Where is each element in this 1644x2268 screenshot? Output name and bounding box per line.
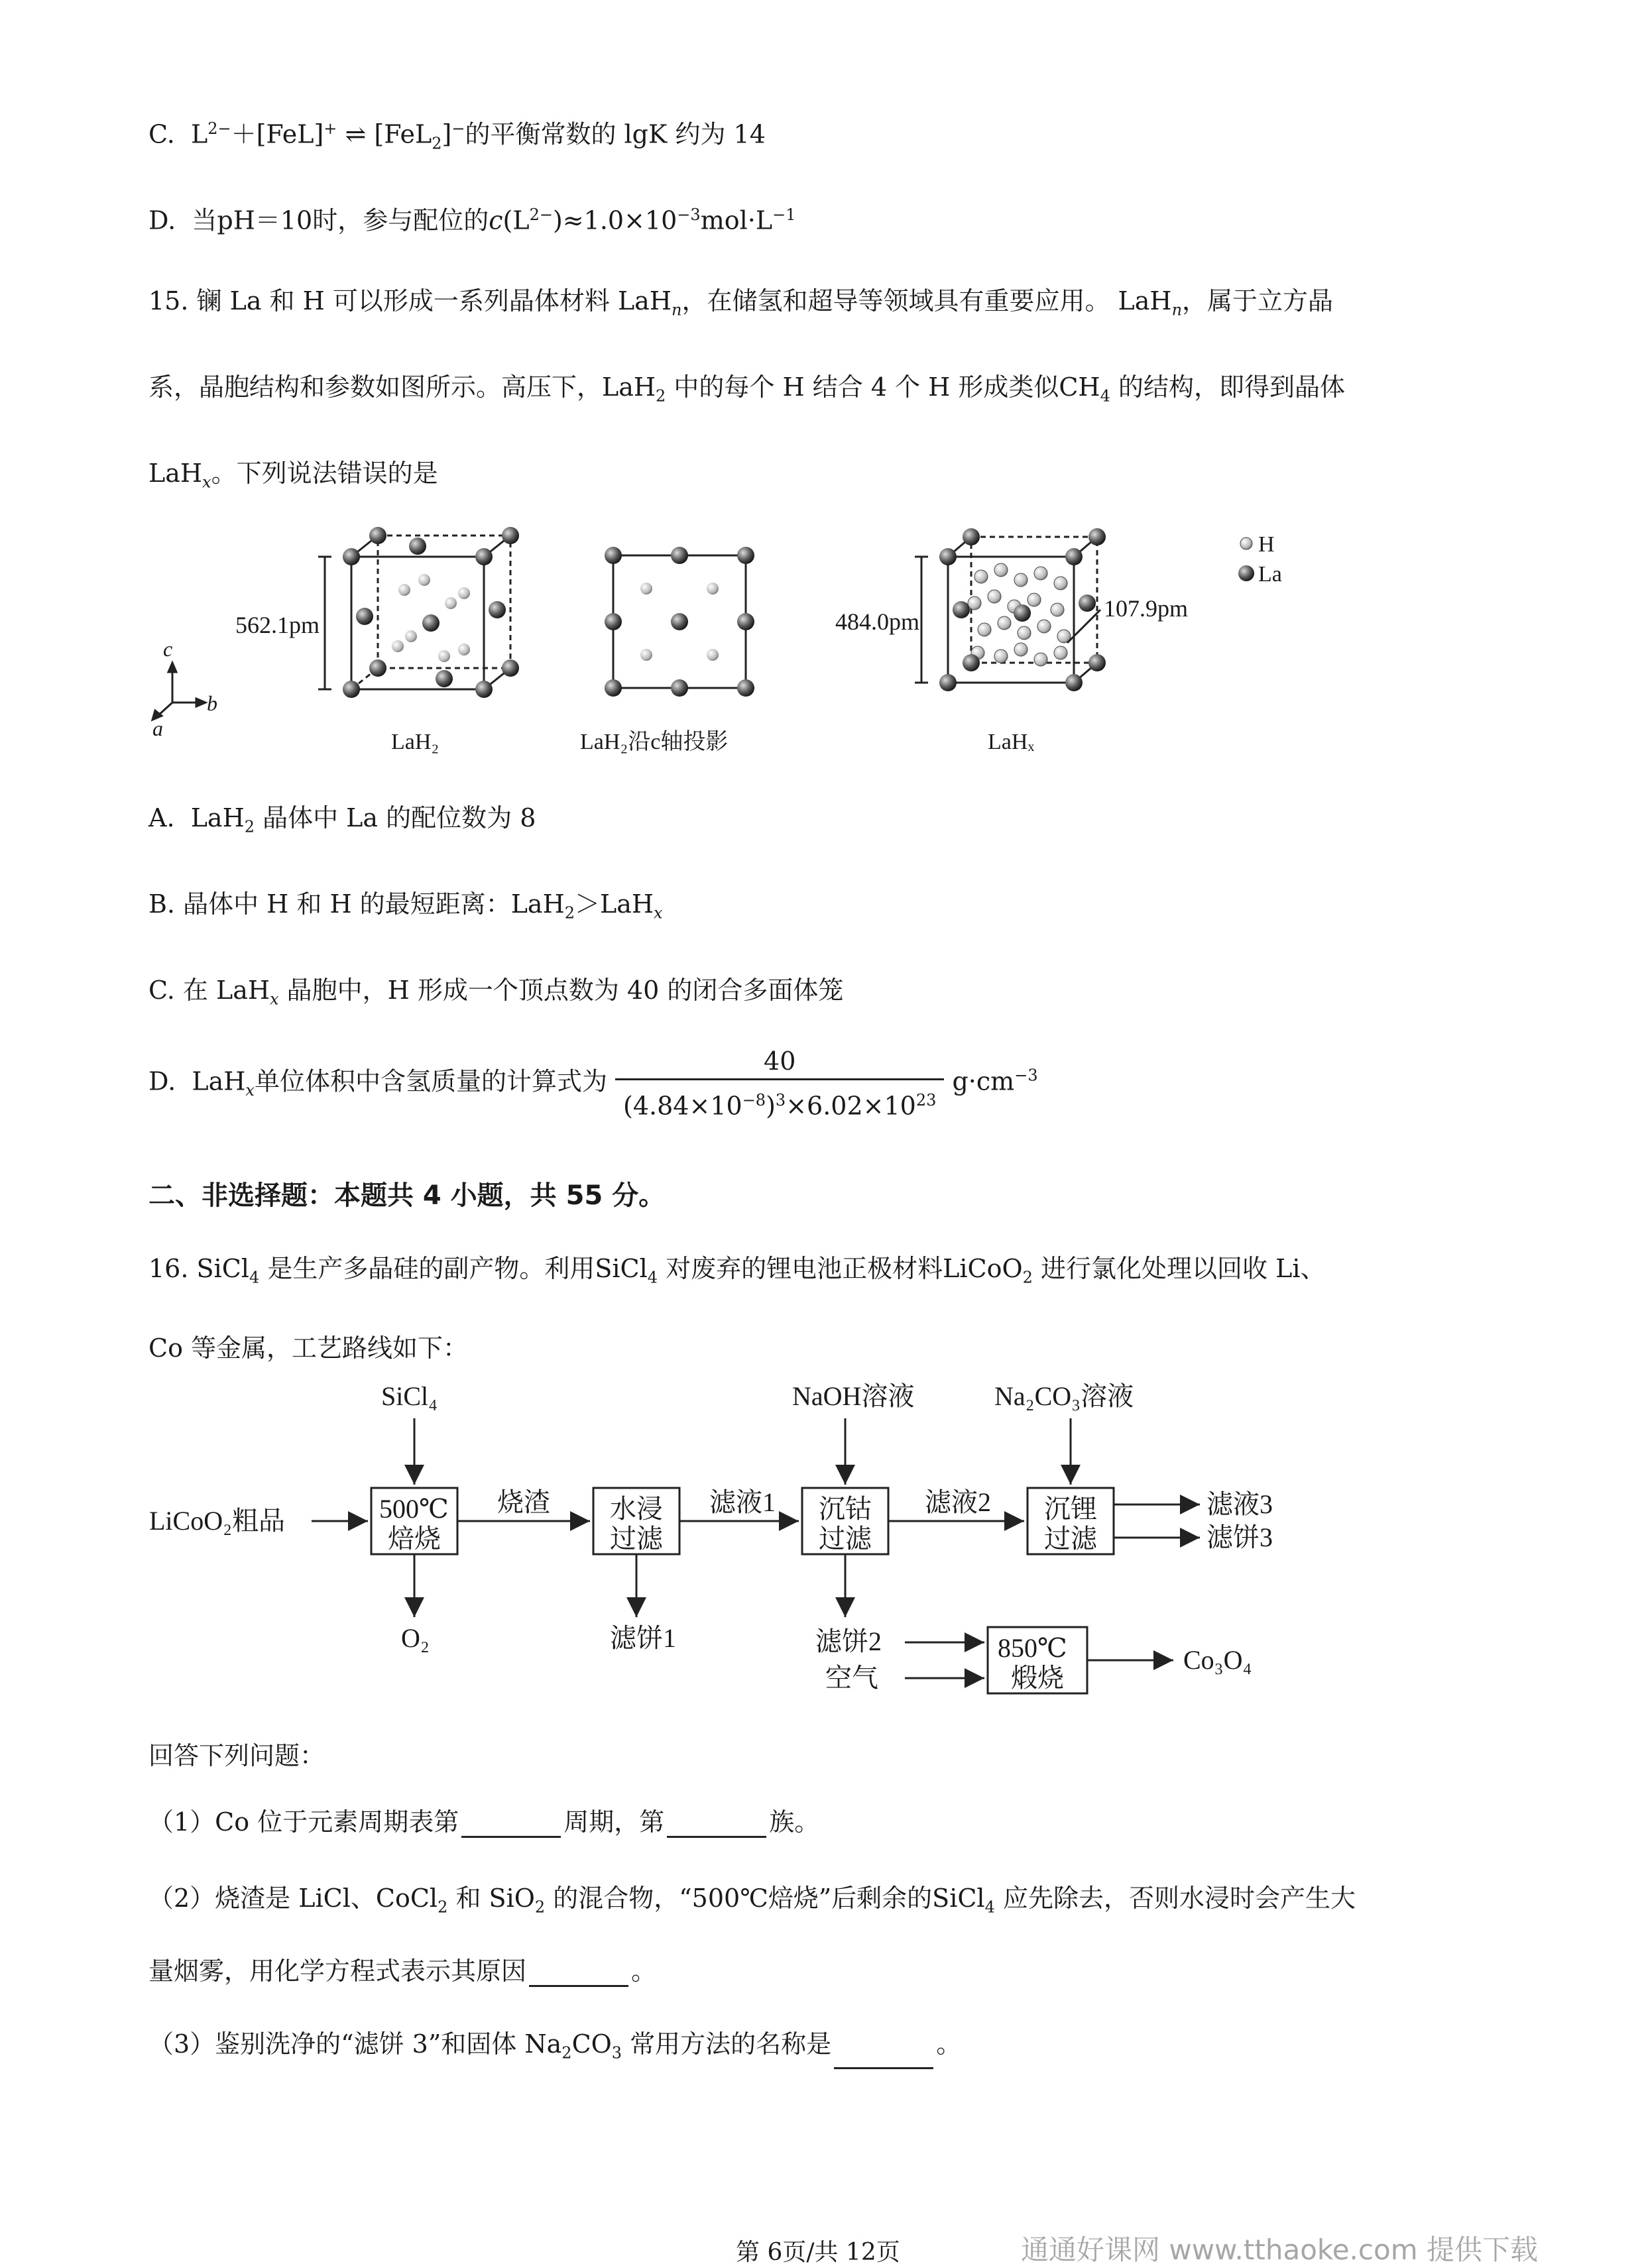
q15-line-2: 系，晶胞结构和参数如图所示。高压下，LaH$_2$ 中的每个 H 结合 4 个 H 形成类似$CH_4$ 的结构，即得到晶体 (148, 372, 1345, 406)
mass-fraction: $\frac{40}{(4.84\times 10^{-8})^3\times 6.02\times 10^{23}}$ (615, 1044, 944, 1123)
box1-line1: 500℃ (379, 1494, 449, 1524)
projection-la-atoms (605, 547, 754, 697)
label-air: 空气 (825, 1663, 878, 1693)
legend-la-label: La (1258, 562, 1282, 587)
label-o2: O₂ (401, 1623, 430, 1653)
q16-line-2: Co 等金属，工艺路线如下： (148, 1333, 469, 1363)
lah2-la-atoms (343, 527, 519, 698)
q15-line-1: 15. 镧 La 和 H 可以形成一系列晶体材料 LaH$_n$，在储氢和超导等领域具有重要应用。 LaH$_n$，属于立方晶 (148, 286, 1334, 319)
label-filtrate1: 滤液1 (709, 1487, 776, 1517)
watermark: 通通好课网 www.tthaoke.com 提供下载 (1021, 2234, 1538, 2266)
box2-line1: 水浸 (610, 1494, 663, 1524)
caption-lah2: LaH₂ (391, 730, 440, 754)
q16-answer-prompt: 回答下列问题： (148, 1741, 325, 1770)
label-start-material: LiCoO₂粗品 (149, 1506, 286, 1536)
label-cake1: 滤饼1 (610, 1623, 676, 1653)
q15-option-d: D. LaH$_x$单位体积中含氢质量的计算式为 $\frac{40}{(4.84\times 10^{-8})^3\times 6.02\times 10^{23}}$ $g\cdot cm^{-3}$ (148, 1044, 1038, 1123)
legend-h-marker (1240, 538, 1252, 549)
lahx-la-atoms (939, 528, 1106, 691)
label-sicl4: SiCl₄ (381, 1381, 438, 1411)
lahx-hh-distance: 107.9pm (1104, 595, 1189, 622)
answer-blank[interactable] (461, 1813, 561, 1838)
box4-line1: 沉锂 (1044, 1494, 1097, 1524)
q15-option-c: C. 在 LaH$_x$ 晶胞中，H 形成一个顶点数为 40 的闭合多面体笼 (148, 976, 844, 1009)
box1-line2: 焙烧 (388, 1524, 441, 1554)
q15-line-3: LaH$_x$。下列说法错误的是 (148, 459, 438, 492)
label-product: Co₃O₄ (1183, 1645, 1252, 1675)
answer-blank[interactable] (529, 1962, 628, 1987)
box2-line2: 过滤 (610, 1524, 663, 1554)
q16-sub2-line2: 量烟雾，用化学方程式表示其原因 。 (148, 1956, 657, 1986)
label-cake2: 滤饼2 (815, 1626, 882, 1656)
legend-la-marker (1238, 565, 1254, 581)
answer-blank[interactable] (667, 1813, 766, 1838)
box5-line1: 850℃ (998, 1633, 1067, 1663)
q14-option-c: C. $L^{2-}+[FeL]^+$ ⇌ [FeL$_2$]−的平衡常数的 lgK 约为 14 (148, 119, 766, 153)
label-filtrate2: 滤液2 (925, 1487, 991, 1517)
label-slag: 烧渣 (497, 1487, 550, 1517)
q15-option-b: B. 晶体中 H 和 H 的最短距离：LaH$_2$＞LaH$_x$ (148, 889, 663, 923)
axis-a-label: a (152, 716, 163, 740)
box3-line1: 沉钴 (819, 1494, 872, 1524)
lahx-lattice-parameter: 484.0pm (835, 608, 920, 635)
legend-h-label: H (1258, 532, 1275, 557)
axis-triad (152, 663, 206, 720)
label-cake3: 滤饼3 (1206, 1522, 1273, 1552)
page-footer: 第 6页/共 12页 (736, 2239, 900, 2266)
answer-blank[interactable] (834, 2045, 933, 2069)
axis-b-label: b (207, 691, 217, 715)
section-heading: 二、非选择题：本题共 4 小题，共 55 分。 (148, 1180, 666, 1211)
q16-line-1: 16. SiCl$_4$ 是生产多晶硅的副产物。利用SiCl$_4$ 对废弃的锂电池正极材料LiCoO$_2$ 进行氯化处理以回收 Li、 (148, 1254, 1326, 1287)
q16-sub3: （3）鉴别洗净的“滤饼 3”和固体 $Na_2CO_3$ 常用方法的名称是 。 (148, 2028, 961, 2069)
label-na2co3: Na₂CO₃溶液 (994, 1381, 1134, 1411)
process-flowchart (133, 1379, 1326, 1723)
label-filtrate3: 滤液3 (1206, 1489, 1273, 1519)
lah2-lattice-parameter: 562.1pm (235, 612, 320, 638)
q16-sub1: （1）Co 位于元素周期表第 周期，第 族。 (148, 1807, 820, 1837)
label-naoh: NaOH溶液 (792, 1381, 915, 1411)
q16-sub2-line1: （2）烧渣是 LiCl、CoCl$_2$ 和 SiO$_2$ 的混合物，“500℃焙烧”后剩余的SiCl$_4$ 应先除去，否则水浸时会产生大 (148, 1884, 1356, 1917)
axis-c-label: c (163, 637, 173, 661)
caption-lahx: LaHₓ (988, 730, 1035, 754)
q14-option-d: D. 当pH＝10时，参与配位的$c(L^{2-})\approx 1.0\times 10^{-3}mol\cdot L^{-1}$ (148, 205, 796, 235)
box3-line2: 过滤 (819, 1524, 872, 1554)
caption-projection: LaH₂沿c轴投影 (580, 730, 729, 754)
box4-line2: 过滤 (1044, 1524, 1097, 1554)
q15-option-a: A. LaH$_2$ 晶体中 La 的配位数为 8 (148, 803, 536, 836)
crystal-structure-figure (133, 517, 1326, 769)
box5-line2: 煅烧 (1011, 1663, 1064, 1693)
